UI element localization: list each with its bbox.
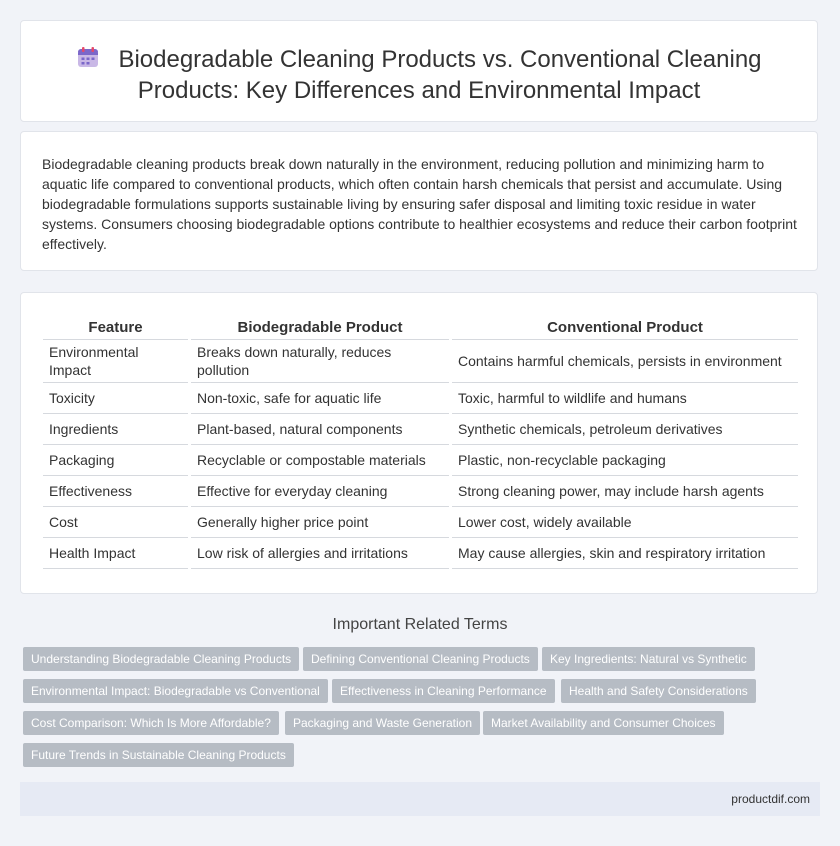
table-cell: Cost <box>43 507 190 538</box>
table-row <box>43 476 798 507</box>
related-term-link[interactable]: Defining Conventional Cleaning Products <box>303 647 538 671</box>
related-term-link[interactable]: Market Availability and Consumer Choices <box>483 711 724 735</box>
calendar-icon <box>76 45 100 76</box>
table-cell: Generally higher price point <box>190 507 451 538</box>
table-cell: Effective for everyday cleaning <box>190 476 451 507</box>
table-cell: Plant-based, natural components <box>190 414 451 445</box>
footer <box>20 782 820 816</box>
table-cell: Packaging <box>43 445 190 476</box>
table-cell: Recyclable or compostable materials <box>190 445 451 476</box>
table-cell: Ingredients <box>43 414 190 445</box>
related-term-link[interactable]: Cost Comparison: Which Is More Affordable? <box>23 711 279 735</box>
table-header-conventional: Conventional Product <box>451 317 799 340</box>
intro-paragraph: Biodegradable cleaning products break down naturally in the environment, reducing pollution and minimizing harm to aquatic life compared to conventional products, which often contain harsh chemicals that persist and accumulate. Using biodegradable formulations supports sustainable living by ensuring safer disposal and limiting toxic residue in water systems. Consumers choosing biodegradable options contribute to healthier ecosystems and reduce their carbon footprint effectively. <box>42 156 797 252</box>
related-term-link[interactable]: Future Trends in Sustainable Cleaning Products <box>23 743 294 767</box>
related-term-link[interactable]: Key Ingredients: Natural vs Synthetic <box>542 647 755 671</box>
table-cell: Toxic, harmful to wildlife and humans <box>451 383 799 414</box>
table-cell: Low risk of allergies and irritations <box>190 538 451 569</box>
table-cell: May cause allergies, skin and respiratory irritation <box>451 538 799 569</box>
table-header-biodegradable: Biodegradable Product <box>190 317 451 340</box>
table-cell: Health Impact <box>43 538 190 569</box>
related-terms-heading: Important Related Terms <box>332 616 508 633</box>
table-row <box>43 414 798 445</box>
related-term-link[interactable]: Environmental Impact: Biodegradable vs Conventional <box>23 679 328 703</box>
table-cell: Synthetic chemicals, petroleum derivatives <box>451 414 799 445</box>
table-row <box>43 445 798 476</box>
table-cell: Environmental Impact <box>43 340 190 383</box>
table-cell: Effectiveness <box>43 476 190 507</box>
table-header-feature: Feature <box>43 317 190 340</box>
table-row <box>43 383 798 414</box>
table-row <box>43 340 798 383</box>
footer-site-link[interactable]: productdif.com <box>731 792 810 806</box>
comparison-table <box>43 317 798 569</box>
title-card <box>20 20 818 122</box>
related-term-link[interactable]: Effectiveness in Cleaning Performance <box>332 679 555 703</box>
table-cell: Contains harmful chemicals, persists in environment <box>451 340 799 383</box>
intro-card <box>20 131 818 271</box>
table-header-row <box>43 317 798 340</box>
table-cell: Breaks down naturally, reduces pollution <box>190 340 451 383</box>
related-term-link[interactable]: Health and Safety Considerations <box>561 679 756 703</box>
table-cell: Toxicity <box>43 383 190 414</box>
comparison-table-card <box>20 292 818 594</box>
title-line-2: Products: Key Differences and Environmental Impact <box>137 77 701 104</box>
table-cell: Strong cleaning power, may include harsh agents <box>451 476 799 507</box>
title-line-1: Biodegradable Cleaning Products vs. Conventional Cleaning <box>118 46 762 73</box>
table-row <box>43 538 798 569</box>
table-cell: Lower cost, widely available <box>451 507 799 538</box>
table-cell: Plastic, non-recyclable packaging <box>451 445 799 476</box>
related-term-link[interactable]: Understanding Biodegradable Cleaning Products <box>23 647 299 671</box>
table-row <box>43 507 798 538</box>
page-title <box>21 45 817 105</box>
table-cell: Non-toxic, safe for aquatic life <box>190 383 451 414</box>
related-term-link[interactable]: Packaging and Waste Generation <box>285 711 480 735</box>
